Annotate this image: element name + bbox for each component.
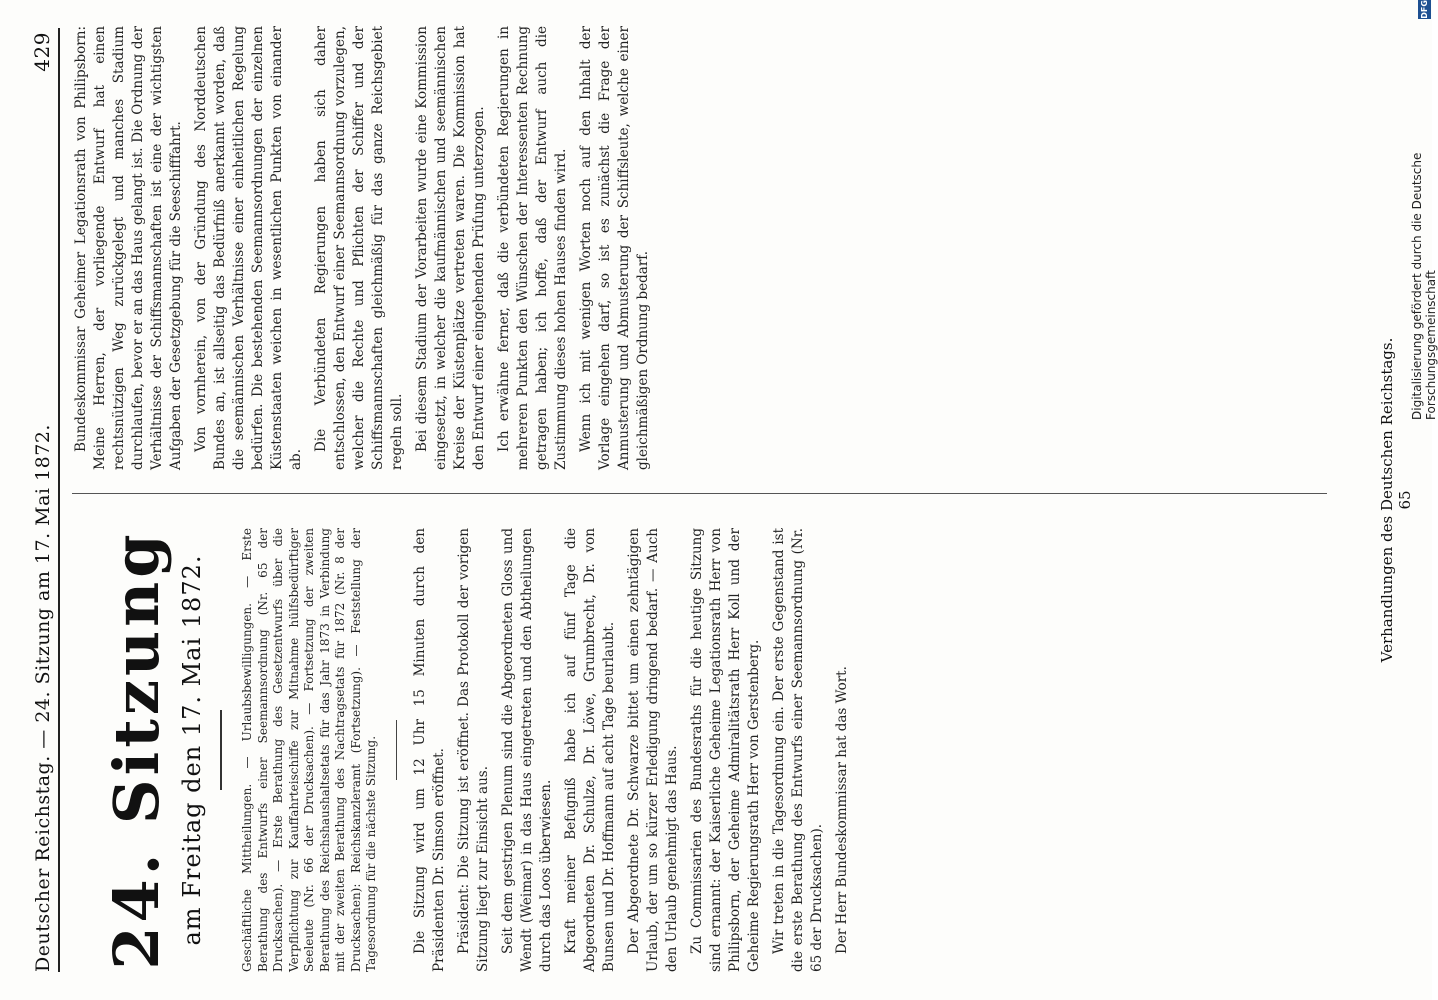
paragraph: Bundeskommissar Geheimer Legationsrath von Philipsborn: Meine Herren, der vorliegende Entwurf hat einen rechtsnützigen Weg zurückgelegt und manches Stadium durchlaufen, bevor er an das Haus gelangt ist. Die Ordnung der Verhältnisse der Schiffsmannschaften ist eine der wichtigsten Aufgaben der Gesetzgebung für die Seeschifffahrt. [73, 26, 184, 470]
paragraph: Zu Commissarien des Bundesraths für die heutige Sitzung sind ernannt: der Kaiserliche Geheime Legationsrath Herr von Philipsborn, der Geheime Admiralitätsrath Herr Koll und der Geheime Regierungsrath Herr von Gerstenberg. [688, 528, 762, 972]
header-title: Deutscher Reichstag. — 24. Sitzung am 17. Mai 1872. [32, 424, 54, 972]
session-title: 24. Sitzung [100, 530, 173, 970]
paragraph: Der Abgeordnete Dr. Schwarze bittet um einen zehntägigen Urlaub, der um so kürzer Erledigung dringend bedarf. — Auch den Urlaub genehmigt das Haus. [625, 528, 680, 972]
opening-paragraph: Die Sitzung wird um 12 Uhr 15 Minuten durch den Präsidenten Dr. Simson eröffnet. [411, 528, 447, 972]
paragraph: Ich erwähne ferner, daß die verbündeten Regierungen in mehreren Punkten den Wünschen der Interessenten Rechnung getragen haben; ich hoffe, daß der Entwurf auch die Zustimmung dieses hohen Hauses finden wird. [496, 26, 569, 470]
page-number: 429 [30, 32, 54, 72]
session-title-block [100, 528, 222, 972]
paragraph: Bei diesem Stadium der Vorarbeiten wurde eine Kommission eingesetzt, in welcher die kaufmännischen und seemännischen Kreise der Küstenplätze vertreten waren. Die Kommission hat den Entwurf einer eingehenden Prüfung unterzogen. [414, 26, 487, 470]
digitization-notice [1410, 0, 1438, 420]
footer-number: 65 [1396, 490, 1414, 510]
page-footer [1378, 0, 1414, 1000]
paragraph: Wir treten in die Tagesordnung ein. Der erste Gegenstand ist die erste Berathung des Entwurfs einer Seemannsordnung (Nr. 65 der Drucksachen). [770, 528, 825, 972]
paragraph: Von vornherein, von der Gründung des Norddeutschen Bundes an, ist allseitig das Bedürfniß anerkannt worden, daß die seemännischen Verhältnisse einer einheitlichen Regelung bedürfen. Die bestehenden Seemannsordnungen der einzelnen Küstenstaaten weichen in wesentlichen Punkten von einander ab. [193, 26, 304, 470]
left-column [72, 528, 1327, 972]
left-body-text [411, 528, 852, 972]
paragraph: Seit dem gestrigen Plenum sind die Abgeordneten Gloss und Wendt (Weimar) in das Haus eingetreten und den Abtheilungen durch das Loos überwiesen. [499, 528, 554, 972]
column-divider [72, 493, 1327, 494]
right-body-text [72, 26, 653, 470]
paragraph: Die Verbündeten Regierungen haben sich daher entschlossen, den Entwurf einer Seemannsordnung vorzulegen, welcher die Rechte und Pflichten der Schiffer und der Schiffsmannschaften gleichmäßig für das ganze Reichsgebiet regeln soll. [313, 26, 405, 470]
agenda-summary: Geschäftliche Mittheilungen. — Urlaubsbewilligungen. — Erste Berathung des Entwurfs einer Seemannsordnung (Nr. 65 der Drucksachen). — Erste Berathung des Gesetzentwurfs über die Verpflichtung zur Kauffahrteischiffe zur Mitnahme hülfsbedürftiger Seeleute (Nr. 66 der Drucksachen). — Fortsetzung der zweiten Berathung des Reichshaushaltsetats für das Jahr 1873 in Verbindung mit der zweiten Berathung des Nachtragsetats für 1872 (Nr. 8 der Drucksachen): Reichskanzleramt (Fortsetzung). — Feststellung der Tagesordnung für die nächste Sitzung. [240, 528, 378, 972]
paragraph: Wenn ich mit wenigen Worten noch auf den Inhalt der Vorlage eingehen darf, so ist es zunächst die Frage der Anmusterung und Abmusterung der Schiffsleute, welche einer gleichmäßigen Ordnung bedarf. [578, 26, 651, 470]
title-rule [220, 710, 222, 790]
footer-sheet-mark: Verhandlungen des Deutschen Reichstags. [1378, 337, 1396, 663]
dfg-logo-icon: DFG [1419, 0, 1429, 19]
paragraph: Präsident: Die Sitzung ist eröffnet. Das Protokoll der vorigen Sitzung liegt zur Einsicht aus. [455, 528, 491, 972]
section-rule [396, 720, 397, 780]
session-date: am Freitag den 17. Mai 1872. [178, 554, 206, 946]
right-column [72, 26, 1327, 470]
paragraph: Der Herr Bundeskommissar hat das Wort. [833, 666, 850, 954]
paragraph: Kraft meiner Befugniß habe ich auf fünf Tage die Abgeordneten Dr. Schulze, Dr. Löwe, Grumbrecht, Dr. von Bunsen und Dr. Hoffmann auf acht Tage beurlaubt. [562, 528, 617, 972]
digitization-text: Digitalisierung gefördert durch die Deutsche Forschungsgemeinschaft [1410, 152, 1438, 420]
running-header [22, 28, 60, 972]
